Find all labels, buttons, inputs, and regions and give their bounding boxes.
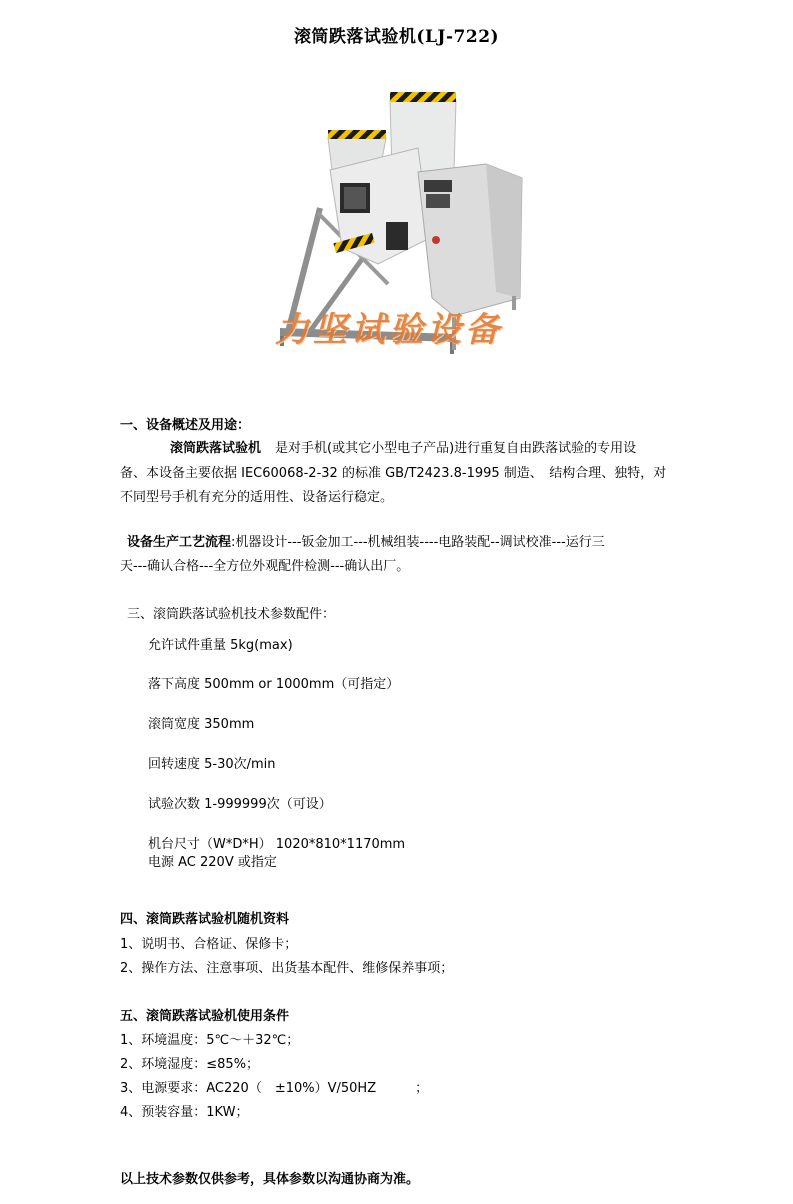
section4-item: 1、说明书、合格证、保修卡； bbox=[120, 937, 298, 952]
section5-item: 4、预装容量：1KW； bbox=[120, 1105, 249, 1120]
process-line1-text: :机器设计---钣金加工---机械组装----电路装配--调试校准---运行三 bbox=[231, 535, 605, 550]
param-item: 试验次数 1-999999次（可设） bbox=[148, 797, 332, 812]
section4-item: 2、操作方法、注意事项、出货基本配件、维修保养事项； bbox=[120, 961, 454, 976]
section1-line2: 备、本设备主要依据 IEC60068-2-32 的标准 GB/T2423.8-1995 制造、 结构合理、独特，对 bbox=[120, 466, 667, 481]
param-item: 允许试件重量 5kg(max) bbox=[148, 638, 293, 653]
section1-line1 bbox=[120, 437, 636, 456]
image-watermark: 力坚试验设备 bbox=[275, 310, 503, 350]
section5-item: 2、环境湿度：≤85%； bbox=[120, 1057, 260, 1072]
page-title: 滚筒跌落试验机(LJ-722) bbox=[293, 27, 500, 47]
process-label: 设备生产工艺流程 bbox=[127, 535, 232, 550]
section5-item: 1、环境温度：5℃～＋32℃； bbox=[120, 1033, 300, 1048]
section4-heading: 四、滚筒跌落试验机随机资料 bbox=[120, 912, 290, 927]
section5-heading: 五、滚筒跌落试验机使用条件 bbox=[120, 1009, 290, 1024]
product-name: 滚筒跌落试验机 bbox=[170, 441, 262, 456]
footer-note: 以上技术参数仅供参考，具体参数以沟通协商为准。 bbox=[120, 1172, 420, 1187]
param-item: 回转速度 5-30次/min bbox=[148, 757, 276, 772]
section1-heading: 一、设备概述及用途： bbox=[120, 418, 251, 433]
param-item: 电源 AC 220V 或指定 bbox=[148, 855, 277, 870]
process-line2: 天---确认合格---全方位外观配件检测---确认出厂。 bbox=[120, 559, 410, 574]
section1-line3: 不同型号手机有充分的适用性、设备运行稳定。 bbox=[120, 490, 394, 505]
process-line1 bbox=[127, 531, 605, 550]
param-item: 落下高度 500mm or 1000mm（可指定） bbox=[148, 677, 400, 692]
section5-item: 3、电源要求：AC220（ ±10%）V/50HZ ； bbox=[120, 1081, 429, 1096]
param-item: 滚筒宽度 350mm bbox=[148, 717, 255, 732]
section1-line1-text: 是对手机(或其它小型电子产品)进行重复自由跌落试验的专用设 bbox=[275, 441, 637, 456]
param-item: 机台尺寸（W*D*H） 1020*810*1170mm bbox=[148, 837, 406, 852]
section3-heading: 三、滚筒跌落试验机技术参数配件： bbox=[127, 607, 336, 622]
